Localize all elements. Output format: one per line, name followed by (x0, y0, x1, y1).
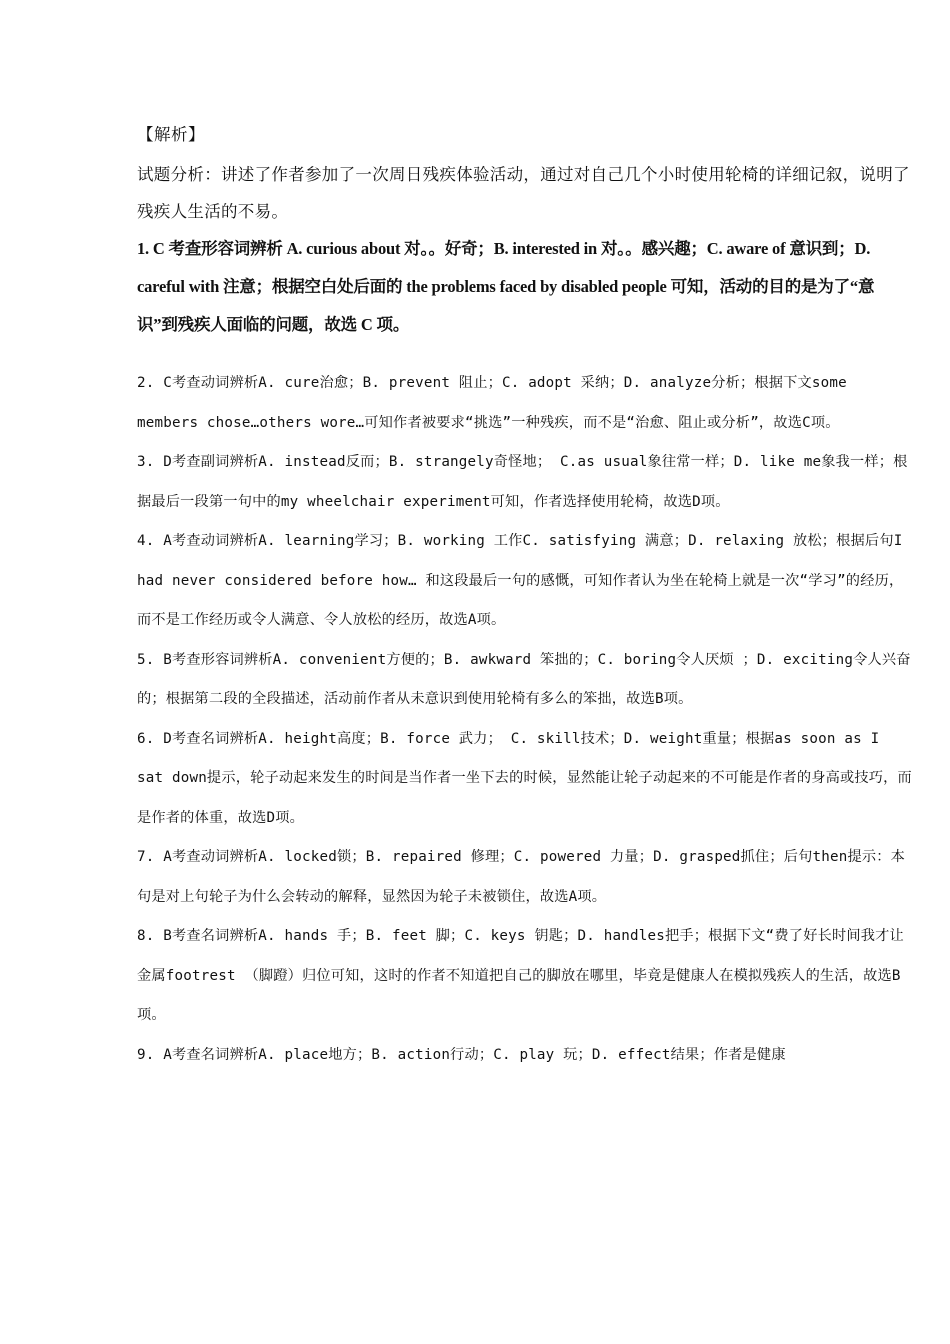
analysis-summary: 试题分析：讲述了作者参加了一次周日残疾体验活动，通过对自己几个小时使用轮椅的详细记叙，说明了残疾人生活的不易。 (137, 165, 910, 221)
answer-item-8: 8. B考查名词辨析A. hands 手；B. feet 脚；C. keys 钥匙；D. handles把手；根据下文“费了好长时间我才让金属footrest （脚蹬）归位可知，这时的作者不知道把自己的脚放在哪里，毕竟是健康人在模拟残疾人的生活，故选B项。 (137, 928, 904, 1023)
answer-item-6: 6. D考查名词辨析A. height高度；B. force 武力； C. skill技术；D. weight重量；根据as soon as I sat down提示，轮子动起来发生的时间是当作者一坐下去的时候，显然能让轮子动起来的不可能是作者的身高或技巧，而是作者的体重，故选D项。 (137, 730, 912, 826)
analysis-heading: 【解析】 (137, 125, 205, 144)
answer-list (137, 364, 914, 1075)
answer-item-2: 2. C考查动词辨析A. cure治愈；B. prevent 阻止；C. adopt 采纳；D. analyze分析；根据下文some members chose…others wore…可知作者被要求“挑选”一种残疾，而不是“治愈、阻止或分析”，故选C项。 (137, 375, 847, 431)
answer-item-5: 5. B考查形容词辨析A. convenient方便的；B. awkward 笨拙的；C. boring令人厌烦 ；D. exciting令人兴奋的；根据第二段的全段描述，活动前作者从未意识到使用轮椅有多么的笨拙，故选B项。 (137, 651, 911, 707)
answer-item-9: 9. A考查名词辨析A. place地方；B. action行动；C. play 玩；D. effect结果；作者是健康 (137, 1046, 786, 1063)
answer-item-7: 7. A考查动词辨析A. locked锁；B. repaired 修理；C. powered 力量；D. grasped抓住；后句then提示：本句是对上句轮子为什么会转动的解释，显然因为轮子未被锁住，故选A项。 (137, 849, 905, 905)
answer-item-1: 1. C 考查形容词辨析 A. curious about 对。。好奇；B. interested in 对。。感兴趣；C. aware of 意识到；D. careful with 注意；根据空白处后面的 the problems faced by disabled people 可知，活动的目的是为了“意识”到残疾人面临的问题，故选 C 项。 (137, 239, 875, 334)
answer-item-4: 4. A考查动词辨析A. learning学习；B. working 工作C. satisfying 满意；D. relaxing 放松；根据后句I had never considered before how… 和这段最后一句的感慨，可知作者认为坐在轮椅上就是一次“学习”的经历，而不是工作经历或令人满意、令人放松的经历，故选A项。 (137, 533, 904, 628)
answer-item-3: 3. D考查副词辨析A. instead反而；B. strangely奇怪地； C.as usual象往常一样；D. like me象我一样；根据最后一段第一句中的my wheelchair experiment可知，作者选择使用轮椅，故选D项。 (137, 454, 908, 510)
